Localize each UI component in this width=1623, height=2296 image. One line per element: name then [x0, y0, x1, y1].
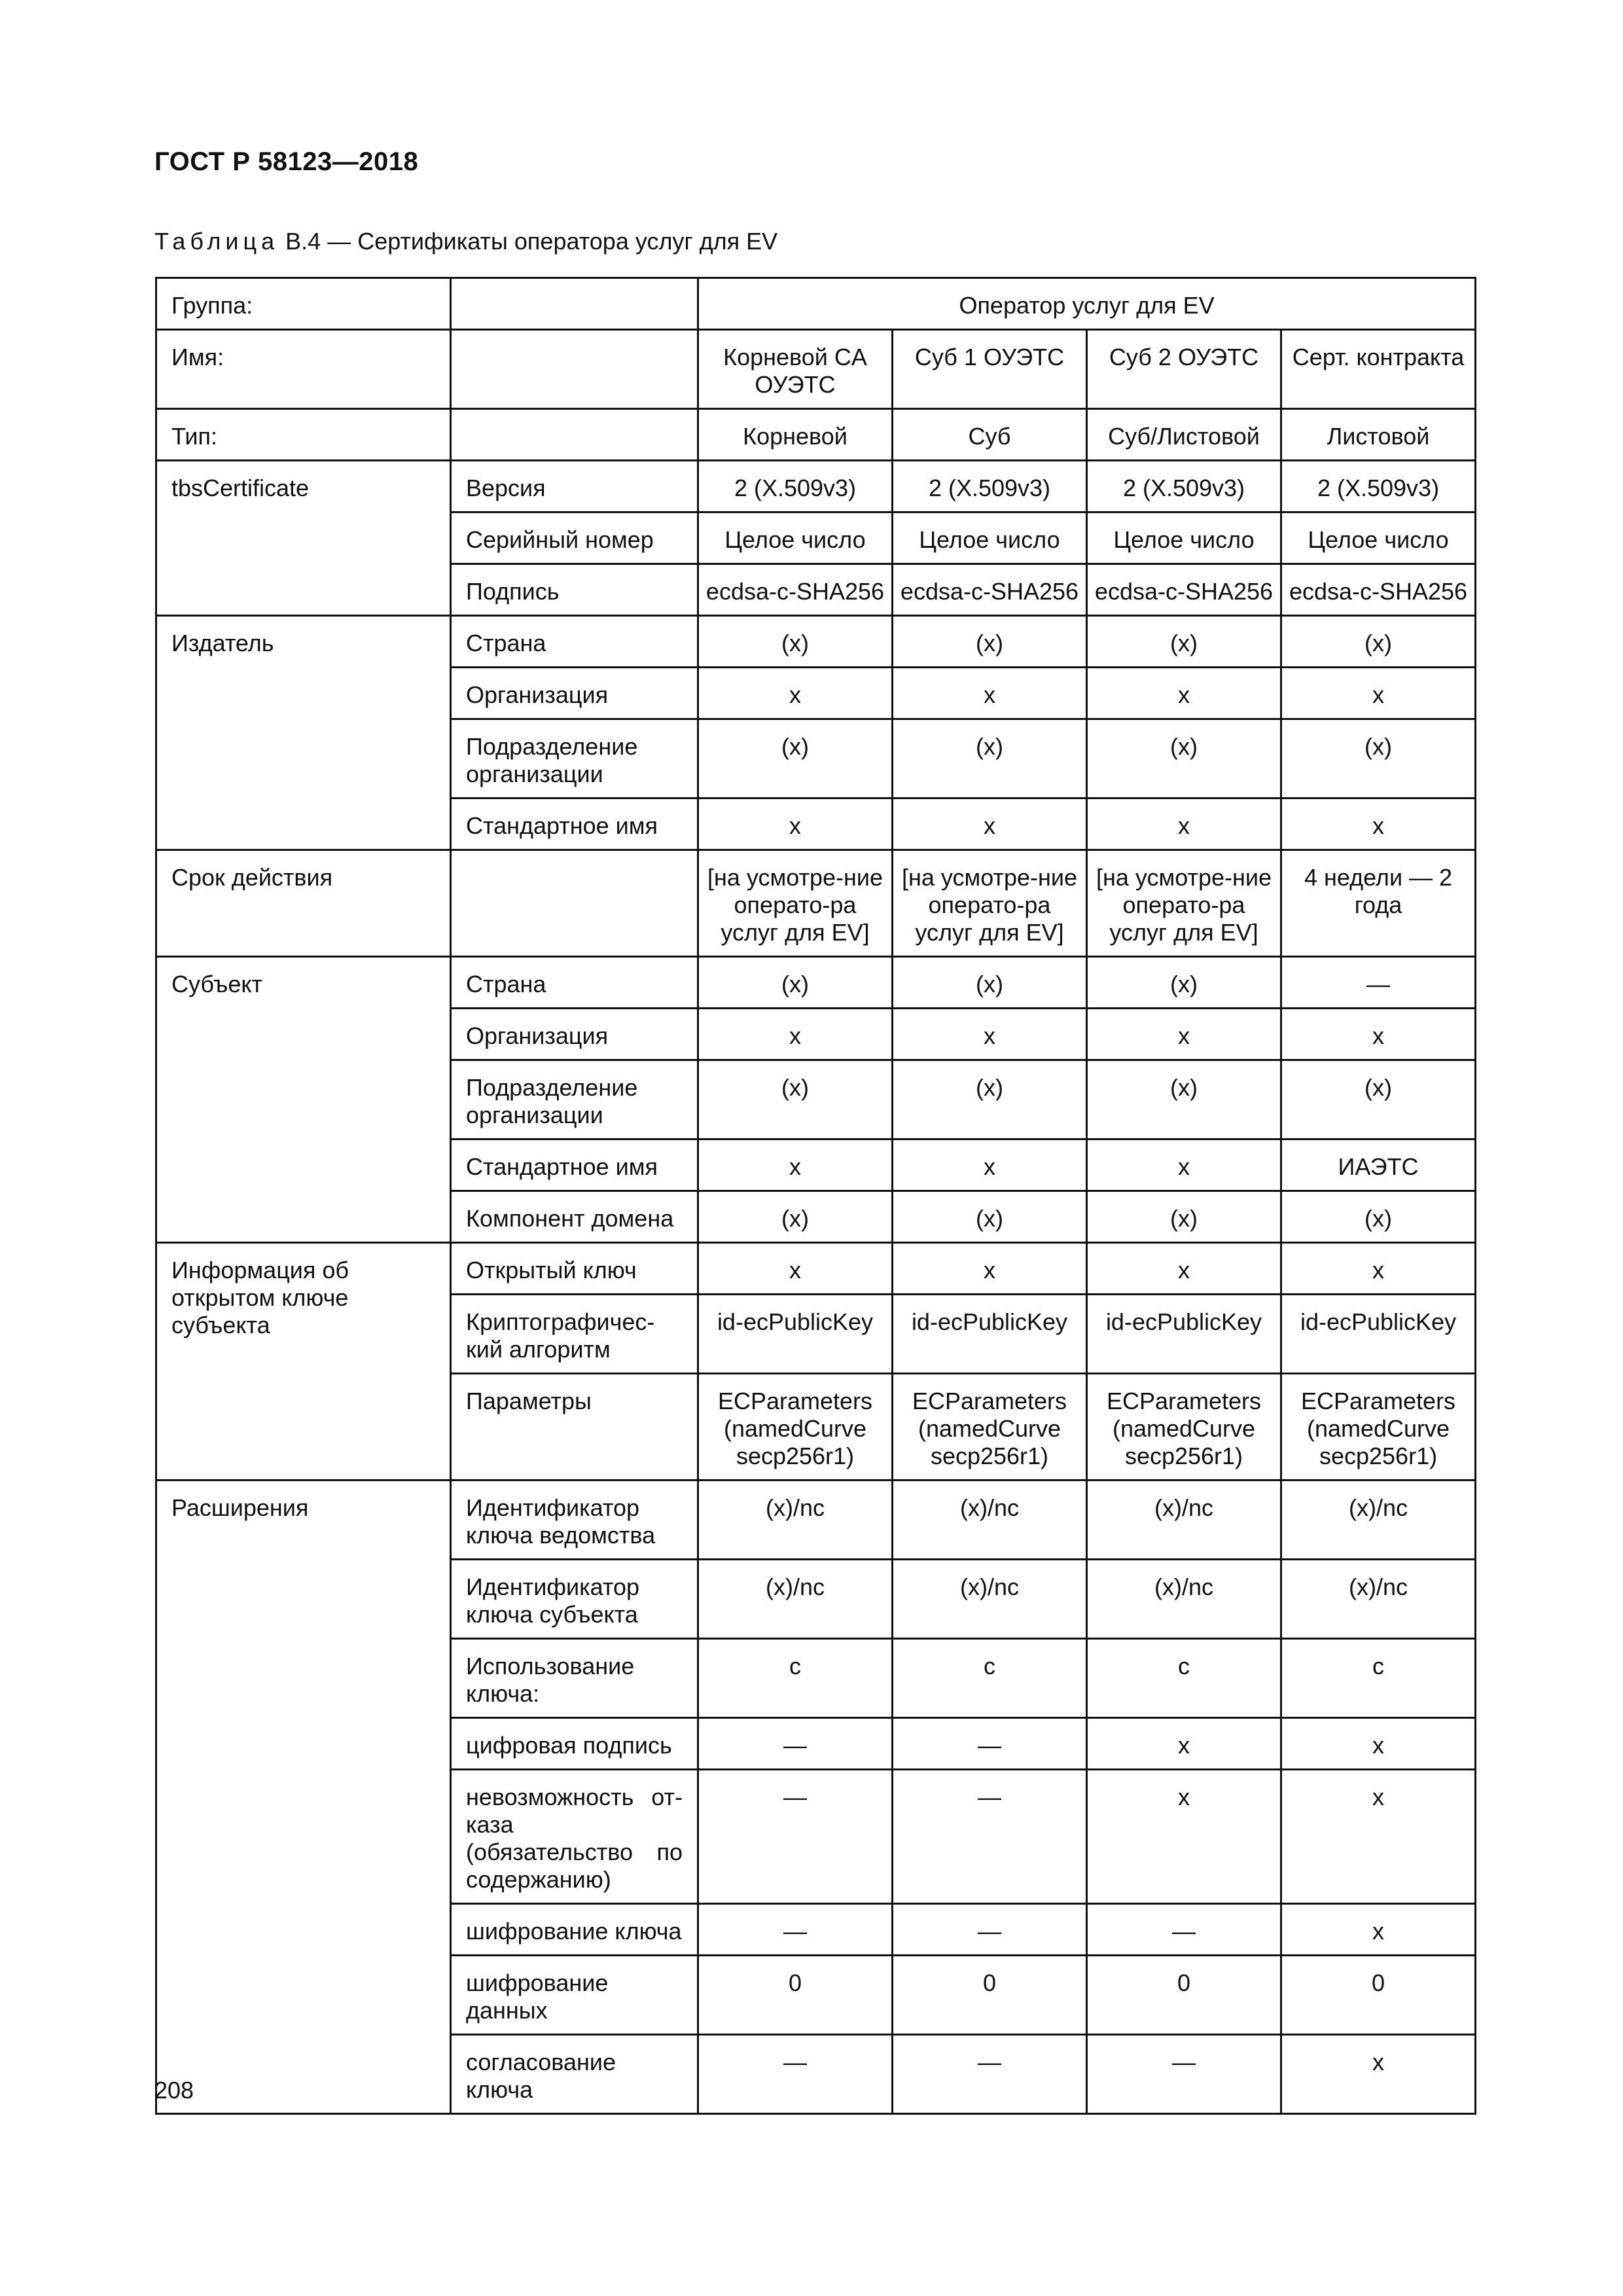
value-cell: — — [698, 1904, 893, 1956]
value-cell: x — [1087, 1139, 1281, 1191]
value-cell: (x) — [1281, 616, 1476, 668]
section-label-cell: Срок действия — [156, 850, 451, 957]
field-label-cell: шифрование ключа — [451, 1904, 698, 1956]
value-cell: x — [1281, 1718, 1476, 1770]
value-cell: x — [1281, 1243, 1476, 1295]
value-cell: ecdsa-c-SHA256 — [893, 564, 1087, 616]
value-cell: (x) — [1281, 1060, 1476, 1139]
field-label-cell: Параметры — [451, 1374, 698, 1480]
value-cell: — — [893, 1770, 1087, 1904]
field-label-cell: Страна — [451, 616, 698, 668]
value-cell: 0 — [893, 1956, 1087, 2035]
value-cell: x — [1087, 1009, 1281, 1060]
value-cell: — — [1087, 2035, 1281, 2114]
table-row — [156, 850, 1476, 957]
table-caption-text: В.4 — Сертификаты оператора услуг для EV — [279, 228, 778, 255]
field-label-cell: Организация — [451, 1009, 698, 1060]
section-label-cell: Субъект — [156, 957, 451, 1243]
value-cell: Целое число — [893, 512, 1087, 564]
certificates-table — [155, 277, 1476, 2115]
type-cell: Суб — [893, 409, 1087, 461]
value-cell: x — [1281, 1009, 1476, 1060]
value-cell: 0 — [698, 1956, 893, 2035]
value-cell: (x)/nc — [1281, 1560, 1476, 1639]
value-cell: — — [1281, 957, 1476, 1009]
field-label-cell: Использование ключа: — [451, 1639, 698, 1718]
value-cell: (x)/nc — [1087, 1480, 1281, 1560]
page-number: 208 — [154, 2077, 194, 2104]
section-label-cell: Издатель — [156, 616, 451, 850]
value-cell: 2 (X.509v3) — [893, 461, 1087, 512]
name-cell: Корневой CA ОУЭТС — [698, 330, 893, 409]
field-label-cell: Подразделение организации — [451, 1060, 698, 1139]
value-cell: x — [1281, 2035, 1476, 2114]
value-cell: — — [698, 1718, 893, 1770]
name-label-cell: Имя: — [156, 330, 451, 409]
value-cell: Целое число — [1087, 512, 1281, 564]
value-cell: x — [698, 668, 893, 719]
value-cell: — — [698, 1770, 893, 1904]
value-cell: (x) — [1281, 719, 1476, 798]
name-cell: Суб 1 ОУЭТС — [893, 330, 1087, 409]
value-cell: Целое число — [1281, 512, 1476, 564]
field-label-cell: цифровая подпись — [451, 1718, 698, 1770]
value-cell: ecdsa-c-SHA256 — [1087, 564, 1281, 616]
value-cell: (x) — [1087, 1191, 1281, 1243]
field-label-cell: Компонент домена — [451, 1191, 698, 1243]
type-empty-cell — [451, 409, 698, 461]
type-row — [156, 409, 1476, 461]
value-cell: [на усмотре-ние операто-ра услуг для EV] — [698, 850, 893, 957]
type-cell: Корневой — [698, 409, 893, 461]
value-cell: x — [1087, 798, 1281, 850]
group-label-cell: Группа: — [156, 278, 451, 330]
value-cell: x — [893, 1009, 1087, 1060]
value-cell: ECParameters (namedCurve secp256r1) — [893, 1374, 1087, 1480]
field-label-cell: Серийный номер — [451, 512, 698, 564]
value-cell: x — [1281, 1904, 1476, 1956]
type-label-cell: Тип: — [156, 409, 451, 461]
field-label-cell: Страна — [451, 957, 698, 1009]
field-label-cell: Версия — [451, 461, 698, 512]
value-cell: id-ecPublicKey — [893, 1295, 1087, 1374]
value-cell: (x) — [1087, 616, 1281, 668]
type-cell: Суб/Листовой — [1087, 409, 1281, 461]
field-label-cell: Организация — [451, 668, 698, 719]
field-label-cell: согласование ключа — [451, 2035, 698, 2114]
value-cell: (x) — [1087, 719, 1281, 798]
group-value-cell: Оператор услуг для EV — [698, 278, 1476, 330]
table-caption-prefix: Таблица — [154, 228, 279, 255]
value-cell: (x) — [698, 616, 893, 668]
value-cell: (x)/nc — [698, 1480, 893, 1560]
field-label-cell: Идентификатор ключа субъекта — [451, 1560, 698, 1639]
field-label-cell: Идентификатор ключа ведомства — [451, 1480, 698, 1560]
value-cell: ECParameters (namedCurve secp256r1) — [1281, 1374, 1476, 1480]
type-cell: Листовой — [1281, 409, 1476, 461]
field-label-cell: Стандартное имя — [451, 798, 698, 850]
value-cell: x — [893, 798, 1087, 850]
value-cell: (x)/nc — [893, 1480, 1087, 1560]
value-cell: — — [1087, 1904, 1281, 1956]
value-cell: 2 (X.509v3) — [1087, 461, 1281, 512]
value-cell: x — [1087, 1718, 1281, 1770]
value-cell: c — [1087, 1639, 1281, 1718]
value-cell: x — [698, 1243, 893, 1295]
value-cell: (x) — [893, 957, 1087, 1009]
value-cell: — — [893, 1718, 1087, 1770]
value-cell: (x)/nc — [1087, 1560, 1281, 1639]
value-cell: c — [893, 1639, 1087, 1718]
value-cell: x — [698, 1139, 893, 1191]
value-cell: x — [698, 1009, 893, 1060]
value-cell: c — [698, 1639, 893, 1718]
group-empty-cell — [451, 278, 698, 330]
value-cell: (x) — [893, 616, 1087, 668]
value-cell: (x) — [698, 957, 893, 1009]
value-cell: x — [1281, 798, 1476, 850]
field-label-cell: Подпись — [451, 564, 698, 616]
value-cell: (x) — [698, 719, 893, 798]
section-label-cell: tbsCertificate — [156, 461, 451, 616]
value-cell: [на усмотре-ние операто-ра услуг для EV] — [1087, 850, 1281, 957]
value-cell: [на усмотре-ние операто-ра услуг для EV] — [893, 850, 1087, 957]
value-cell: ECParameters (namedCurve secp256r1) — [1087, 1374, 1281, 1480]
value-cell: ecdsa-c-SHA256 — [1281, 564, 1476, 616]
value-cell: (x)/nc — [1281, 1480, 1476, 1560]
table-body — [156, 278, 1476, 2114]
value-cell: 2 (X.509v3) — [1281, 461, 1476, 512]
group-row — [156, 278, 1476, 330]
value-cell: (x) — [1087, 1060, 1281, 1139]
value-cell: x — [1087, 1243, 1281, 1295]
value-cell: x — [1087, 668, 1281, 719]
value-cell: — — [893, 2035, 1087, 2114]
value-cell: 2 (X.509v3) — [698, 461, 893, 512]
value-cell: (x) — [1281, 1191, 1476, 1243]
value-cell: — — [893, 1904, 1087, 1956]
table-row — [156, 1480, 1476, 1560]
value-cell: ECParameters (namedCurve secp256r1) — [698, 1374, 893, 1480]
field-label-cell: Открытый ключ — [451, 1243, 698, 1295]
value-cell: (x) — [698, 1191, 893, 1243]
field-label-cell: невозможность от-каза (обязательство по содержанию) — [451, 1770, 698, 1904]
value-cell: (x) — [1087, 957, 1281, 1009]
section-label-cell: Расширения — [156, 1480, 451, 2114]
name-cell: Серт. контракта — [1281, 330, 1476, 409]
document-header: ГОСТ Р 58123—2018 — [154, 147, 419, 176]
value-cell: x — [1281, 1770, 1476, 1904]
table-row — [156, 461, 1476, 512]
value-cell: (x)/nc — [893, 1560, 1087, 1639]
value-cell: id-ecPublicKey — [698, 1295, 893, 1374]
value-cell: x — [893, 1139, 1087, 1191]
table-row — [156, 616, 1476, 668]
value-cell: 4 недели — 2 года — [1281, 850, 1476, 957]
field-label-cell: шифрование данных — [451, 1956, 698, 2035]
value-cell: 0 — [1281, 1956, 1476, 2035]
value-cell: id-ecPublicKey — [1281, 1295, 1476, 1374]
field-label-cell — [451, 850, 698, 957]
value-cell: x — [1087, 1770, 1281, 1904]
name-empty-cell — [451, 330, 698, 409]
value-cell: (x) — [893, 1191, 1087, 1243]
value-cell: (x) — [698, 1060, 893, 1139]
value-cell: id-ecPublicKey — [1087, 1295, 1281, 1374]
value-cell: (x)/nc — [698, 1560, 893, 1639]
name-cell: Суб 2 ОУЭТС — [1087, 330, 1281, 409]
table-row — [156, 1243, 1476, 1295]
value-cell: ИАЭТС — [1281, 1139, 1476, 1191]
value-cell: x — [698, 798, 893, 850]
table-caption — [154, 228, 777, 255]
value-cell: 0 — [1087, 1956, 1281, 2035]
value-cell: x — [1281, 668, 1476, 719]
name-row — [156, 330, 1476, 409]
table-row — [156, 957, 1476, 1009]
field-label-cell: Стандартное имя — [451, 1139, 698, 1191]
value-cell: Целое число — [698, 512, 893, 564]
value-cell: x — [893, 668, 1087, 719]
field-label-cell: Криптографичес-кий алгоритм — [451, 1295, 698, 1374]
field-label-cell: Подразделение организации — [451, 719, 698, 798]
value-cell: x — [893, 1243, 1087, 1295]
value-cell: — — [698, 2035, 893, 2114]
value-cell: c — [1281, 1639, 1476, 1718]
value-cell: (x) — [893, 719, 1087, 798]
value-cell: ecdsa-c-SHA256 — [698, 564, 893, 616]
value-cell: (x) — [893, 1060, 1087, 1139]
section-label-cell: Информация об открытом ключе субъекта — [156, 1243, 451, 1480]
